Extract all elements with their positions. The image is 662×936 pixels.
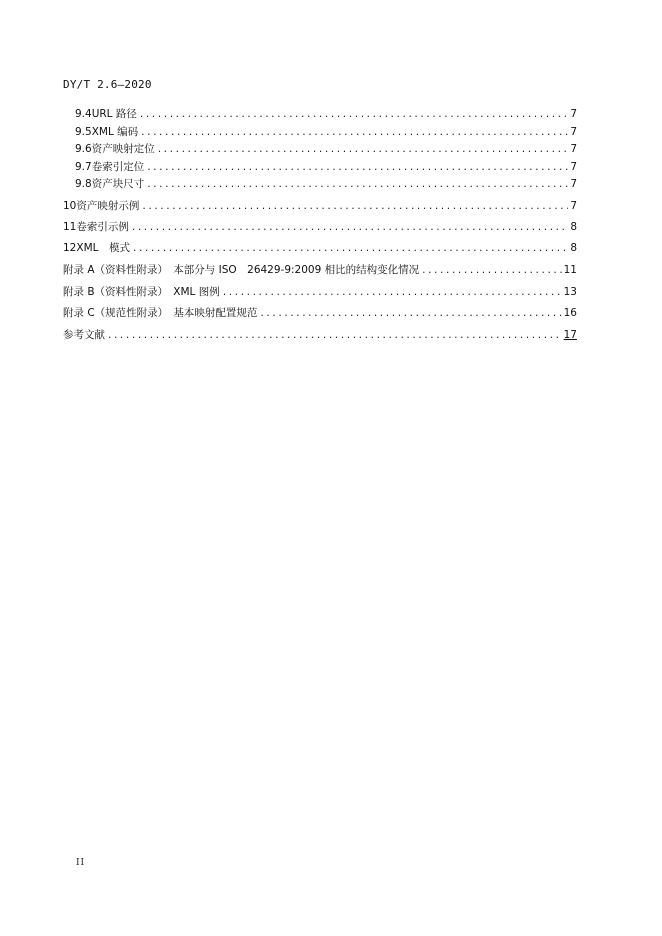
toc-leader-dots <box>132 241 568 257</box>
toc-entry-11[interactable] <box>63 219 577 235</box>
toc-entry-title: 资产映射定位 <box>91 143 155 155</box>
toc-entry-page: 7 <box>570 178 577 190</box>
toc-entry-page: 7 <box>570 126 577 138</box>
toc-entry-title: XML 编码 <box>91 126 139 138</box>
toc-entry-9-8[interactable] <box>75 176 577 192</box>
toc-leader-dots <box>421 263 562 279</box>
toc-entry-appendix-b[interactable] <box>63 284 577 300</box>
toc-leader-dots <box>139 107 568 123</box>
toc-entry-number: 11 <box>63 221 77 233</box>
toc-entry-page: 16 <box>563 307 577 319</box>
toc-entry-page: 13 <box>563 286 577 298</box>
standard-code-header: DY/T 2.6—2020 <box>63 78 152 91</box>
toc-entry-appendix-c[interactable] <box>63 305 577 321</box>
toc-leader-dots <box>259 306 561 322</box>
toc-entry-12[interactable] <box>63 240 577 256</box>
toc-leader-dots <box>141 199 568 215</box>
toc-entry-page: 8 <box>570 242 577 254</box>
toc-entry-page: 7 <box>570 143 577 155</box>
page-number: II <box>76 858 86 868</box>
toc-entry-number: 9.5 <box>75 126 92 138</box>
toc-entry-9-5[interactable] <box>75 124 577 140</box>
toc-entry-9-7[interactable] <box>75 159 577 175</box>
toc-entry-9-4[interactable] <box>75 106 577 122</box>
toc-leader-dots <box>146 160 568 176</box>
toc-leader-dots <box>222 285 562 301</box>
toc-leader-dots <box>131 220 568 236</box>
toc-entry-page: 7 <box>570 161 577 173</box>
toc-entry-title: 附录 A（资料性附录） 本部分与 ISO 26429-9:2009 相比的结构变化情况 <box>63 264 420 276</box>
toc-entry-title: 附录 B（资料性附录） XML 图例 <box>63 286 220 298</box>
toc-entry-title: 附录 C（规范性附录） 基本映射配置规范 <box>63 307 258 319</box>
toc-entry-10[interactable] <box>63 198 577 214</box>
toc-leader-dots <box>146 177 568 193</box>
toc-entry-number: 10 <box>63 200 77 212</box>
toc-entry-title: 资产块尺寸 <box>91 178 145 190</box>
toc-entry-title: 资产映射示例 <box>76 200 140 212</box>
toc-entry-number: 12 <box>63 242 77 254</box>
toc-leader-dots <box>140 125 568 141</box>
toc-entry-page: 11 <box>563 264 577 276</box>
toc-entry-title: 卷索引定位 <box>91 161 145 173</box>
toc-entry-appendix-a[interactable] <box>63 262 577 278</box>
toc-entry-number: 9.8 <box>75 178 92 190</box>
toc-entry-number: 9.7 <box>75 161 92 173</box>
toc-entry-page: 8 <box>570 221 577 233</box>
toc-entry-page: 7 <box>570 200 577 212</box>
toc-leader-dots <box>157 142 569 158</box>
toc-entry-page: 7 <box>570 108 577 120</box>
toc-entry-references[interactable] <box>63 327 577 343</box>
toc-entry-title: 卷索引示例 <box>76 221 129 233</box>
toc-entry-number: 9.6 <box>75 143 92 155</box>
toc-leader-dots <box>107 328 562 344</box>
toc-entry-title: 参考文献 <box>63 329 105 341</box>
toc-entry-number: 9.4 <box>75 108 92 120</box>
toc-entry-9-6[interactable] <box>75 141 577 157</box>
toc-entry-page-link[interactable]: 17 <box>563 329 577 341</box>
toc-entry-title: URL 路径 <box>91 108 137 120</box>
toc-entry-title: XML 模式 <box>76 242 130 254</box>
